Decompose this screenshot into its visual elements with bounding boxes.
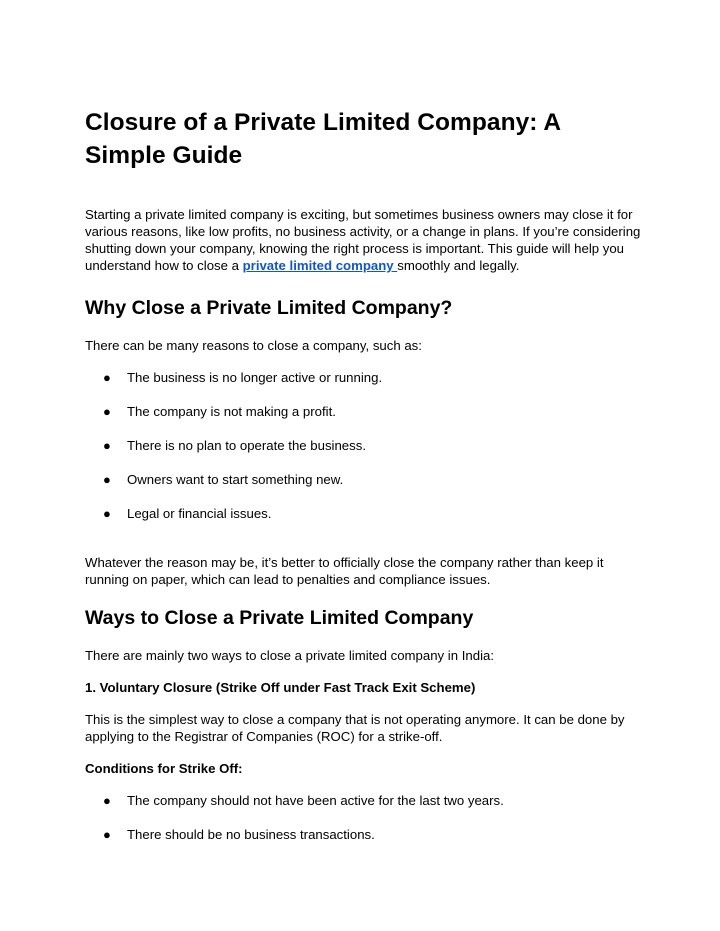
document-page bbox=[85, 106, 641, 843]
ways-lead: There are mainly two ways to close a private limited company in India: bbox=[85, 648, 494, 663]
list-item-text: There should be no business transactions. bbox=[127, 827, 375, 842]
list-item bbox=[85, 369, 641, 386]
intro-text: Starting a private limited company is exciting, but sometimes business owners may close it for various reasons, like low profits, no business activity, or a change in plans. If you’re considering shutting down your company, knowing the right process is important. This guide will help you understand how to close a bbox=[85, 207, 641, 273]
conditions-label: Conditions for Strike Off: bbox=[85, 761, 243, 776]
list-item bbox=[85, 437, 641, 454]
heading-why-close: Why Close a Private Limited Company? bbox=[85, 297, 453, 319]
why-lead: There can be many reasons to close a company, such as: bbox=[85, 338, 422, 353]
list-item bbox=[85, 471, 641, 488]
conditions-list bbox=[85, 792, 641, 843]
intro-paragraph bbox=[85, 206, 641, 274]
list-item-text: The company is not making a profit. bbox=[127, 404, 336, 419]
bullet-icon: ● bbox=[103, 404, 111, 419]
bullet-icon: ● bbox=[103, 370, 111, 385]
list-item-text: The company should not have been active for the last two years. bbox=[127, 793, 504, 808]
list-item bbox=[85, 505, 641, 522]
heading-ways-to-close: Ways to Close a Private Limited Company bbox=[85, 607, 474, 629]
voluntary-closure-description: This is the simplest way to close a company that is not operating anymore. It can be done by applying to the Registrar of Companies (ROC) for a strike-off. bbox=[85, 712, 625, 744]
list-item bbox=[85, 826, 641, 843]
why-closing-paragraph: Whatever the reason may be, it’s better to officially close the company rather than keep it running on paper, which can lead to penalties and compliance issues. bbox=[85, 555, 604, 587]
list-item-text: Owners want to start something new. bbox=[127, 472, 344, 487]
bullet-icon: ● bbox=[103, 506, 111, 521]
list-item-text: The business is no longer active or running. bbox=[127, 370, 383, 385]
bullet-icon: ● bbox=[103, 472, 111, 487]
list-item bbox=[85, 403, 641, 420]
list-item-text: There is no plan to operate the business. bbox=[127, 438, 366, 453]
page-title: Closure of a Private Limited Company: A Simple Guide bbox=[85, 109, 561, 169]
bullet-icon: ● bbox=[103, 827, 111, 842]
bullet-icon: ● bbox=[103, 793, 111, 808]
intro-text-end: smoothly and legally. bbox=[397, 258, 520, 273]
private-limited-company-link[interactable]: private limited company bbox=[242, 258, 398, 273]
list-item bbox=[85, 792, 641, 809]
voluntary-closure-heading: 1. Voluntary Closure (Strike Off under Fast Track Exit Scheme) bbox=[85, 680, 476, 695]
reasons-list bbox=[85, 369, 641, 522]
bullet-icon: ● bbox=[103, 438, 111, 453]
list-item-text: Legal or financial issues. bbox=[127, 506, 272, 521]
